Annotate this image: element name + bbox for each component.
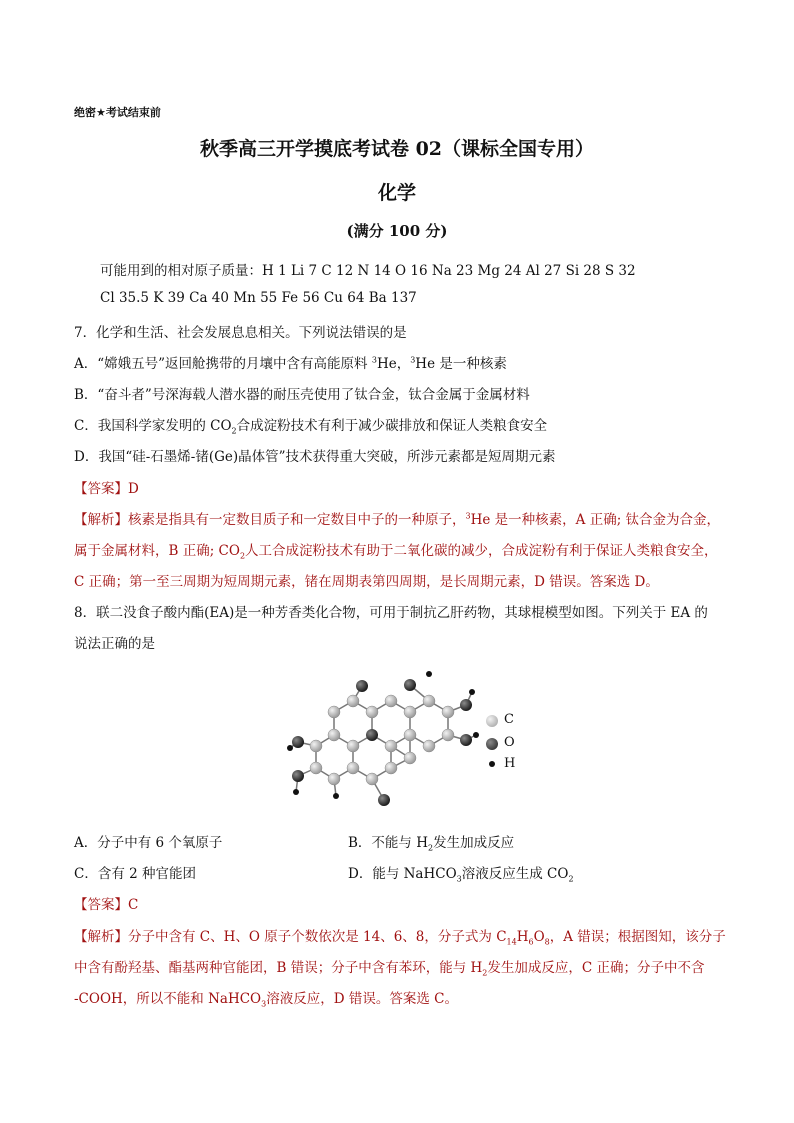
carbon-ball-icon: [486, 715, 498, 727]
subject-title: 化学: [377, 182, 416, 204]
q8-analysis-line-3: -COOH，所以不能和 NaHCO$_3$溶液反应，D 错误。答案选 C。: [74, 991, 458, 1009]
legend-oxygen: O: [484, 735, 544, 755]
q8-option-c: C．含有 2 种官能团: [74, 866, 197, 882]
q7-option-b: B．“奋斗者”号深海载人潜水器的耐压壳使用了钛合金，钛合金属于金属材料: [74, 387, 530, 403]
q7-analysis-line-3: C 正确；第一至三周期为短周期元素，锗在周期表第四周期，是长周期元素，D 错误。答案选 D。: [74, 574, 659, 590]
q8-option-a: A．分子中有 6 个氧原子: [74, 835, 223, 851]
q8-stem-line-2: 说法正确的是: [74, 636, 155, 652]
q8-stem-line-1: 8．联二没食子酸内酯(EA)是一种芳香类化合物，可用于制抗乙肝药物，其球棍模型如图。下列关于 EA 的: [74, 605, 708, 621]
oxygen-ball-icon: [486, 738, 498, 750]
q7-option-d: D．我国“硅-石墨烯-锗(Ge)晶体管”技术获得重大突破，所涉元素都是短周期元素: [74, 449, 556, 465]
q7-analysis-line-1: 【解析】核素是指具有一定数目质子和一定数目中子的一种原子，$^3$He 是一种核素，A 正确; 钛合金为合金，: [74, 511, 721, 528]
confidential-label: 绝密★考试结束前: [74, 106, 161, 119]
q8-analysis-line-2: 中含有酚羟基、酯基两种官能团，B 错误；分子中含有苯环，能与 $H_2$发生加成反应，C 正确；分子中不含: [74, 960, 705, 978]
atomic-mass-line-2: Cl 35.5 K 39 Ca 40 Mn 55 Fe 56 Cu 64 Ba 137: [100, 290, 417, 306]
full-score: (满分 100 分): [346, 222, 448, 240]
q7-answer: 【答案】D: [74, 481, 139, 497]
hydrogen-ball-icon: [489, 761, 495, 767]
q7-analysis-line-2: 属于金属材料，B 正确; $CO_2$人工合成淀粉技术有助于二氧化碳的减少，合成淀粉有利于保证人类粮食安全，: [74, 543, 718, 561]
legend-carbon: C: [484, 712, 544, 732]
atomic-mass-line-1: 可能用到的相对原子质量：H 1 Li 7 C 12 N 14 O 16 Na 23 Mg 24 Al 27 Si 28 S 32: [100, 263, 636, 279]
q7-option-a: A．“嫦娥五号”返回舱携带的月壤中含有高能原料 $^3$He，$^3$He 是一种核素: [74, 355, 507, 372]
exam-title: 秋季高三开学摸底考试卷 02（课标全国专用）: [199, 138, 595, 160]
q7-stem: 7．化学和生活、社会发展息息相关。下列说法错误的是: [74, 325, 407, 341]
q8-option-d: D．能与 NaHCO$_3$溶液反应生成 $CO_2$: [348, 866, 574, 884]
q8-analysis-line-1: 【解析】分子中含有 C、H、O 原子个数依次是 14、6、8，分子式为 $C_{14}H_6O_8$，A 错误；根据图知，该分子: [74, 929, 726, 947]
q8-answer: 【答案】C: [74, 897, 139, 913]
q7-option-c: C．我国科学家发明的 $CO_2$合成淀粉技术有利于减少碳排放和保证人类粮食安全: [74, 418, 548, 436]
q8-option-b: B．不能与 $H_2$发生加成反应: [348, 835, 515, 853]
legend-hydrogen: H: [484, 756, 544, 776]
